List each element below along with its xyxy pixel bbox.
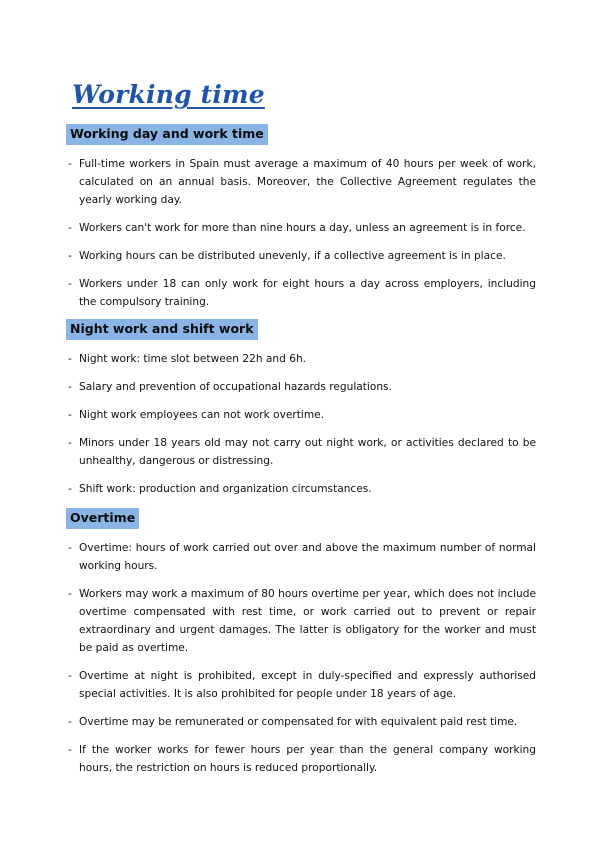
list-item: - Workers can't work for more than nine hours a day, unless an agreement is in force. xyxy=(66,219,536,237)
bullet-list xyxy=(66,539,536,777)
section-overtime xyxy=(66,507,536,777)
section-heading: Night work and shift work xyxy=(66,319,258,340)
list-item: - Workers under 18 can only work for eight hours a day across employers, including the compulsory training. xyxy=(66,275,536,311)
list-item: - Overtime: hours of work carried out over and above the maximum number of normal working hours. xyxy=(66,539,536,575)
section-heading: Working day and work time xyxy=(66,124,268,145)
section-night-work xyxy=(66,318,536,498)
bullet-list xyxy=(66,350,536,498)
section-heading: Overtime xyxy=(66,508,139,529)
section-working-day xyxy=(66,123,536,311)
list-item: - Full-time workers in Spain must average a maximum of 40 hours per week of work, calculated on an annual basis. Moreover, the Collective Agreement regulates the yearly working day. xyxy=(66,155,536,209)
list-item: - Shift work: production and organization circumstances. xyxy=(66,480,536,498)
list-item: - Minors under 18 years old may not carry out night work, or activities declared to be unhealthy, dangerous or distressing. xyxy=(66,434,536,470)
list-item: - Working hours can be distributed unevenly, if a collective agreement is in place. xyxy=(66,247,536,265)
list-item: - Overtime may be remunerated or compensated for with equivalent paid rest time. xyxy=(66,713,536,731)
list-item: - Overtime at night is prohibited, except in duly-specified and expressly authorised special activities. It is also prohibited for people under 18 years of age. xyxy=(66,667,536,703)
list-item: - Salary and prevention of occupational hazards regulations. xyxy=(66,378,536,396)
page-title: Working time xyxy=(72,80,265,109)
list-item: - Workers may work a maximum of 80 hours overtime per year, which does not include overtime compensated with rest time, or work carried out to prevent or repair extraordinary and urgent damages. The latter is obligatory for the worker and must be paid as overtime. xyxy=(66,585,536,657)
list-item: - Night work employees can not work overtime. xyxy=(66,406,536,424)
list-item: - If the worker works for fewer hours per year than the general company working hours, the restriction on hours is reduced proportionally. xyxy=(66,741,536,777)
bullet-list xyxy=(66,155,536,311)
list-item: - Night work: time slot between 22h and 6h. xyxy=(66,350,536,368)
